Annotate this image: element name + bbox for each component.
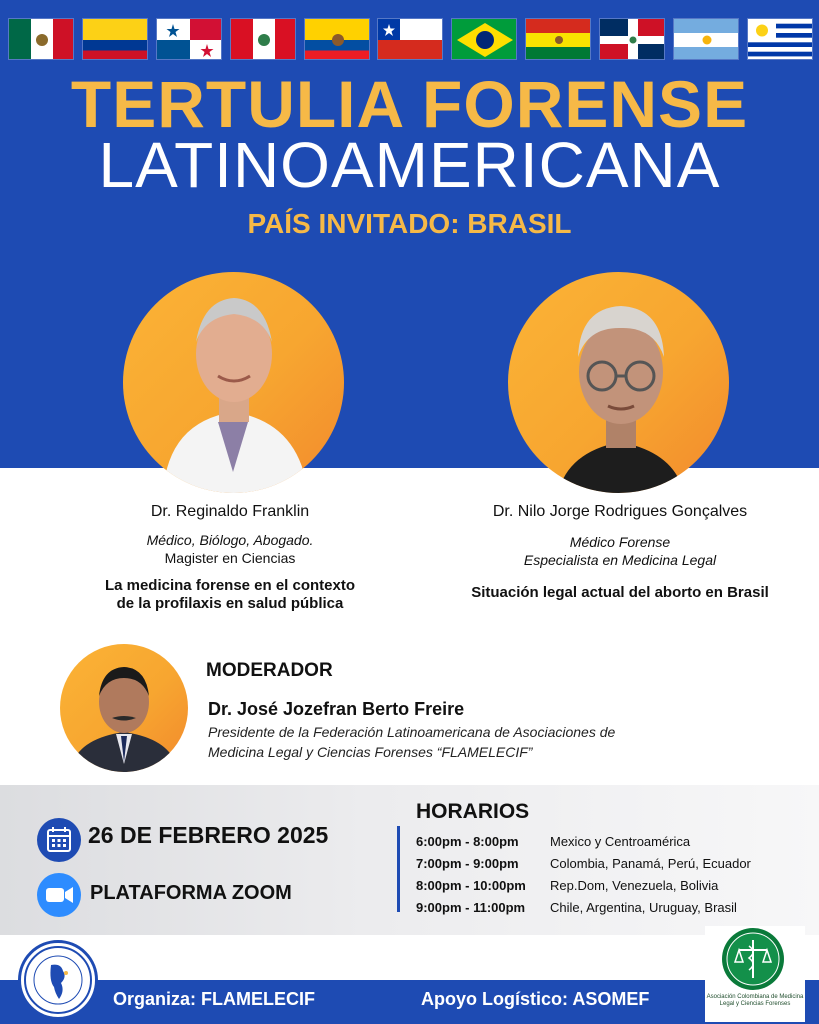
schedule-time: 9:00pm - 11:00pm <box>416 899 526 915</box>
title-line-1: TERTULIA FORENSE <box>70 67 749 141</box>
flamelecif-logo <box>18 940 98 1020</box>
organizer-text: Organiza: FLAMELECIF <box>113 989 315 1009</box>
speaker-1-topic <box>70 577 390 613</box>
schedule-row <box>416 852 806 874</box>
dominican-republic-flag <box>599 18 665 60</box>
peru-flag <box>230 18 296 60</box>
title-line-2: LATINOAMERICANA <box>98 129 721 201</box>
zoom-icon <box>37 873 81 917</box>
speaker-2-topic-text: Situación legal actual del aborto en Brasil <box>471 584 769 601</box>
speaker-1-name: Dr. Reginaldo Franklin <box>150 503 310 520</box>
chile-flag <box>377 18 443 60</box>
colombia-flag <box>82 18 148 60</box>
schedule-region: Mexico y Centroamérica <box>550 833 691 849</box>
schedule-row <box>416 874 806 896</box>
moderator-photo <box>60 644 188 772</box>
brazil-flag <box>451 18 517 60</box>
mexico-flag <box>8 18 74 60</box>
schedule-time: 7:00pm - 9:00pm <box>416 855 519 871</box>
speaker-1-topic-line-2: de la profilaxis en salud pública <box>116 595 344 612</box>
speaker-2-role-line-1: Médico Forense <box>569 534 671 550</box>
speaker-2-photo <box>508 272 729 493</box>
bolivia-flag <box>525 18 591 60</box>
guest-country: PAÍS INVITADO: BRASIL <box>247 208 572 239</box>
info-divider <box>397 826 400 912</box>
speaker-2-role-line-2: Especialista en Medicina Legal <box>523 552 717 568</box>
event-platform: PLATAFORMA ZOOM <box>90 882 292 904</box>
panama-flag <box>156 18 222 60</box>
speaker-2-name: Dr. Nilo Jorge Rodrigues Gonçalves <box>492 503 748 520</box>
schedule-time: 8:00pm - 10:00pm <box>416 877 526 893</box>
speaker-1-role-plain: Magister en Ciencias <box>164 550 296 566</box>
moderator-description <box>208 722 768 762</box>
moderator-desc-line-1: Presidente de la Federación Latinoamericana de Asociaciones de <box>208 724 616 740</box>
asomef-caption: Asociación Colombiana de Medicina Legal y Ciencias Forenses <box>706 994 804 1007</box>
calendar-icon <box>37 818 81 862</box>
asomef-logo <box>705 926 805 1022</box>
schedule-table <box>416 830 806 918</box>
moderator-label: MODERADOR <box>206 660 333 681</box>
uruguay-flag <box>747 18 813 60</box>
logistics-support-text: Apoyo Logístico: ASOMEF <box>421 989 650 1009</box>
flags-row <box>8 18 813 60</box>
event-date: 26 DE FEBRERO 2025 <box>88 822 329 848</box>
schedule-time: 6:00pm - 8:00pm <box>416 833 519 849</box>
speaker-2-topic <box>440 584 800 602</box>
schedule-row <box>416 830 806 852</box>
schedule-title: HORARIOS <box>416 800 530 823</box>
speaker-2-role <box>440 533 800 569</box>
speaker-1-role <box>70 531 390 567</box>
speaker-1-topic-line-1: La medicina forense en el contexto <box>104 577 356 594</box>
speaker-1-role-italic: Médico, Biólogo, Abogado. <box>146 532 314 548</box>
schedule-region: Chile, Argentina, Uruguay, Brasil <box>550 899 737 915</box>
moderator-desc-line-2: Medicina Legal y Ciencias Forenses “FLAMELECIF” <box>208 744 533 760</box>
argentina-flag <box>673 18 739 60</box>
speaker-1-photo <box>123 272 344 493</box>
schedule-row <box>416 896 806 918</box>
ecuador-flag <box>304 18 370 60</box>
schedule-region: Rep.Dom, Venezuela, Bolivia <box>550 877 719 893</box>
schedule-region: Colombia, Panamá, Perú, Ecuador <box>550 855 751 871</box>
moderator-name: Dr. José Jozefran Berto Freire <box>208 699 465 719</box>
